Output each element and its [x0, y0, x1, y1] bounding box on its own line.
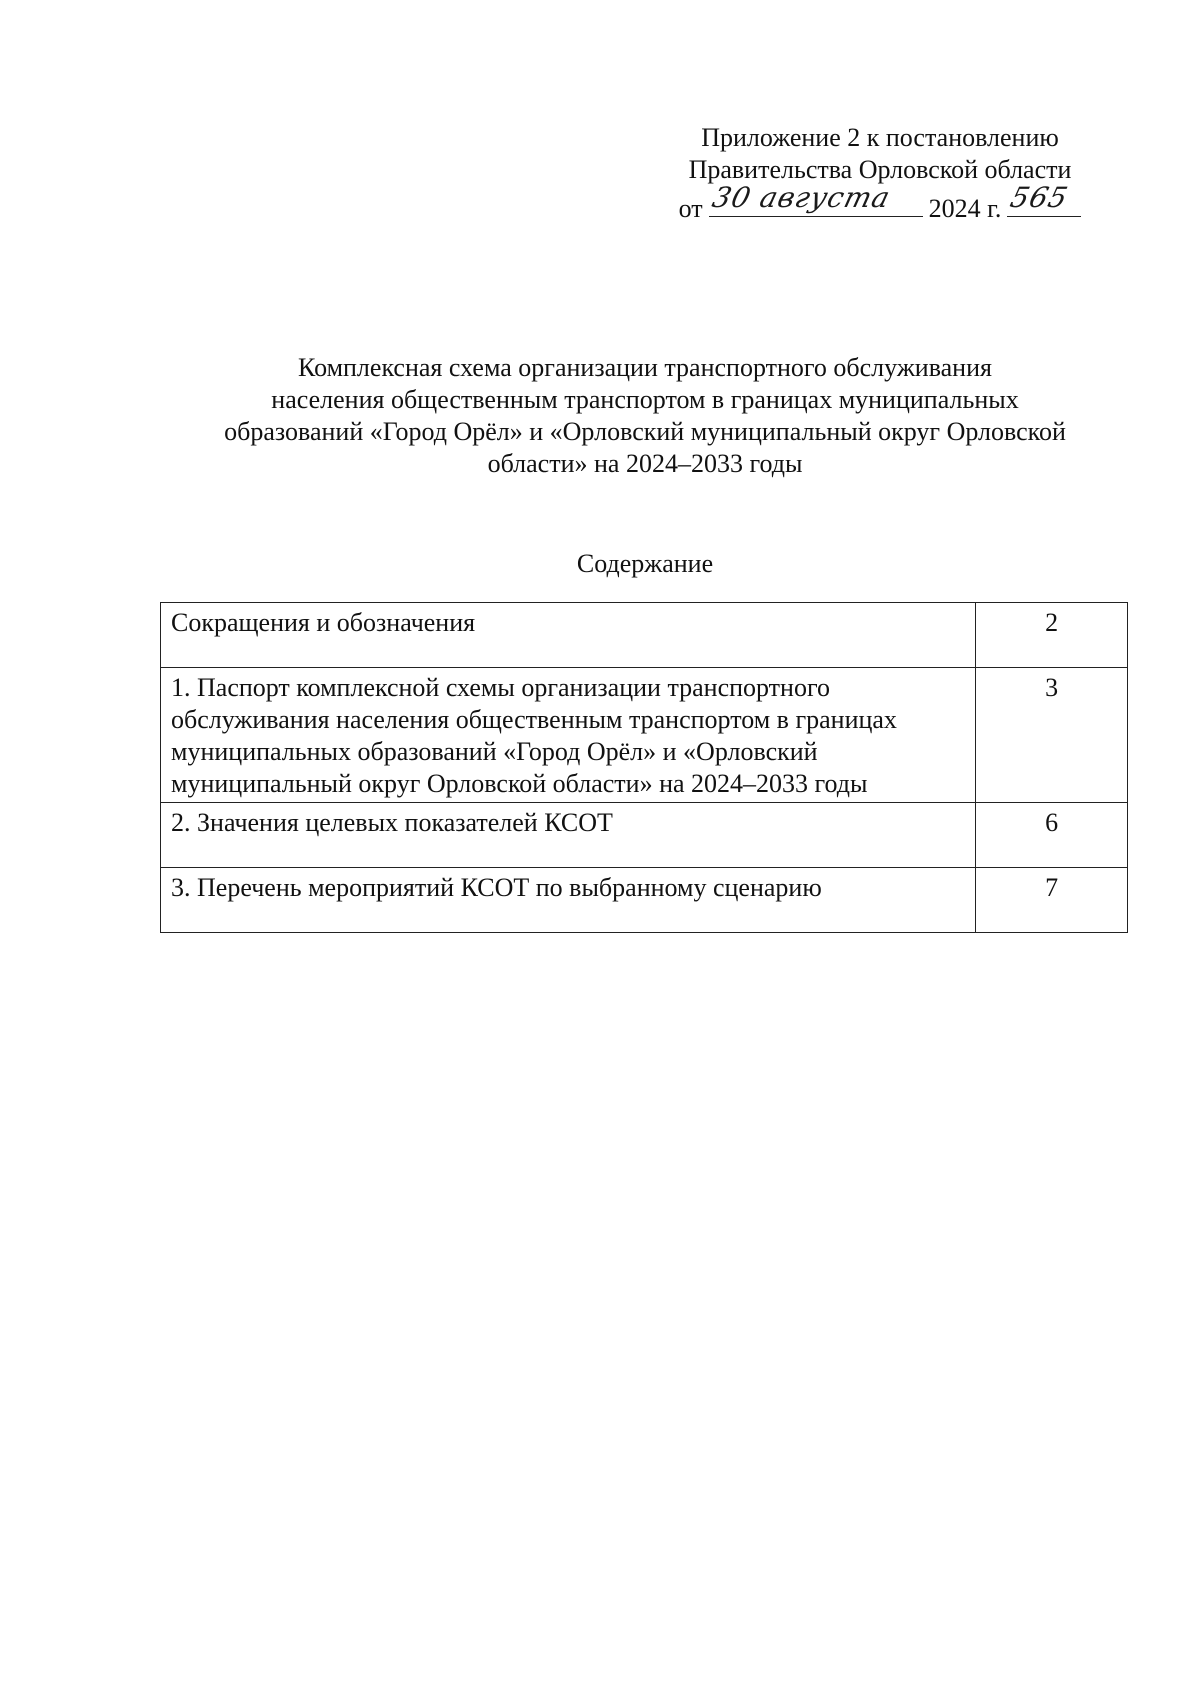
toc-entry-line: муниципальных образований «Город Орёл» и «Орловский	[171, 737, 818, 766]
toc-entry-line: 3. Перечень мероприятий КСОТ по выбранному сценарию	[171, 873, 822, 902]
toc-entry-line: 1. Паспорт комплексной схемы организации транспортного	[171, 673, 830, 702]
table-row	[161, 803, 1128, 868]
toc-entry-line: обслуживания населения общественным транспортом в границах	[171, 705, 897, 734]
date-underline	[708, 181, 923, 217]
table-row	[161, 603, 1128, 668]
toc-page-number: 7	[976, 868, 1128, 933]
toc-page-number: 3	[976, 668, 1128, 803]
table-row	[161, 668, 1128, 803]
title-line: населения общественным транспортом в границах муниципальных	[271, 385, 1019, 414]
table-row	[161, 868, 1128, 933]
document-title	[170, 352, 1120, 480]
handwritten-date: 30 августа	[708, 181, 894, 214]
appendix-date-line	[660, 181, 1100, 225]
appendix-line-2: Правительства Орловской области	[688, 155, 1072, 184]
toc-entry-line: Сокращения и обозначения	[171, 608, 476, 637]
contents-heading: Содержание	[576, 549, 714, 578]
toc-page-number: 6	[976, 803, 1128, 868]
toc-entry	[161, 868, 976, 933]
appendix-line-1: Приложение 2 к постановлению	[701, 123, 1059, 152]
handwritten-number: 565	[1007, 181, 1073, 214]
title-line: области» на 2024–2033 годы	[487, 449, 803, 478]
appendix-header	[660, 122, 1100, 225]
toc-entry	[161, 603, 976, 668]
date-prefix: от	[678, 194, 703, 223]
year-label: 2024 г.	[928, 194, 1002, 223]
toc-entry	[161, 803, 976, 868]
number-underline	[1007, 181, 1081, 217]
toc-entry-line: муниципальный округ Орловской области» на 2024–2033 годы	[171, 769, 868, 798]
toc-entry-line: 2. Значения целевых показателей КСОТ	[171, 808, 613, 837]
title-line: образований «Город Орёл» и «Орловский муниципальный округ Орловской	[224, 417, 1066, 446]
toc-entry	[161, 668, 976, 803]
toc-page-number: 2	[976, 603, 1128, 668]
contents-table	[160, 602, 1128, 933]
title-line: Комплексная схема организации транспортного обслуживания	[298, 353, 992, 382]
